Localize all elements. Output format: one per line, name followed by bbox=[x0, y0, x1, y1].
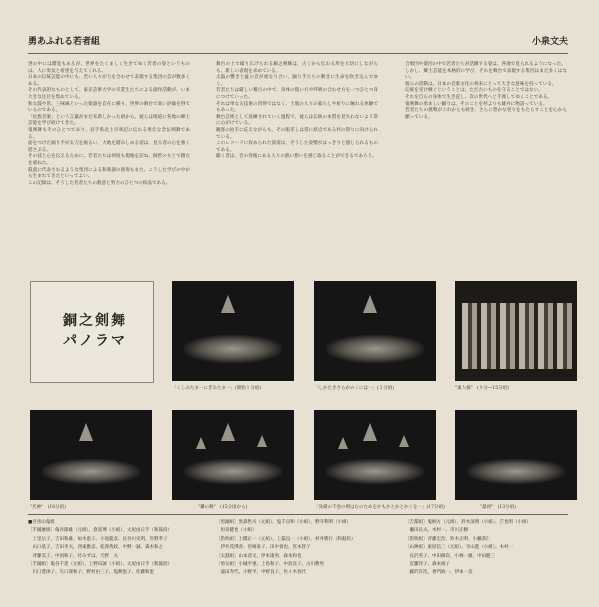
credit-line: 遠田寿代、小野平、中野良子、佐々木春代 bbox=[216, 570, 306, 576]
stage-light bbox=[326, 335, 424, 363]
paragraph: 鬼剣舞もそのひとつであり、岩手県北上市周辺に伝わる勇壮な念仏剣舞である。 bbox=[28, 127, 190, 140]
article-column-1 bbox=[28, 62, 190, 187]
credit-line: 川口豊津子、矢口義和子、野村由三子、塩耕恵子、佐藤和恵 bbox=[28, 570, 154, 576]
performance-photo-4 bbox=[30, 410, 152, 500]
header-rule bbox=[28, 53, 568, 54]
stage-prop-icon bbox=[257, 435, 267, 447]
photo-caption: 「くしみたま一にぎみたま一」(開始１分頃) bbox=[172, 386, 262, 391]
paragraph: 若者たちの挑戦がこれからも続き、さらに豊かな実りをもたらすことを心から願っている。 bbox=[405, 108, 567, 120]
performance-photo-3 bbox=[455, 281, 577, 381]
feature-title-line-1: 銅之剣舞 bbox=[63, 313, 127, 329]
credit-line: 〔男踊組〕黒森哲夫（元組）、塩千良和（小組）、野寺利明（小組） bbox=[216, 520, 351, 525]
photo-caption: "最初" (13分頃) bbox=[480, 505, 516, 510]
stage-prop-icon bbox=[221, 295, 235, 313]
paragraph: 鬼剣舞の勇ましい踊りは、そのことを何よりも雄弁に物語っている。 bbox=[405, 101, 548, 107]
stage-light bbox=[326, 459, 424, 484]
paragraph: 日本の伝統芸能の中にも、若い人々が力を合わせて表現する集団の芸が数多くある。 bbox=[28, 75, 190, 87]
credit-line: 瀬田長夫、木村一、市川正樹 bbox=[405, 528, 468, 534]
stage-prop-icon bbox=[79, 423, 93, 441]
credits-rule bbox=[28, 514, 568, 515]
photo-caption: "鎌の舞" (15分頃から) bbox=[198, 505, 248, 510]
credit-line: 藤沢有次、香門政一、伊本一美 bbox=[405, 570, 473, 576]
stage-light bbox=[42, 459, 140, 484]
paragraph: 伝統を受け継ぐということは、ただ古いものを守ることではない。 bbox=[405, 88, 543, 94]
paragraph: 鼓童に代表されるような集団による和楽器の演奏もまた、こうした学びの中から生まれてきたといってよい。 bbox=[28, 167, 190, 180]
paragraph: 和太鼓や笛、三味線といった楽器を自在に操り、世界の舞台で高い評価を得ているのである。 bbox=[28, 101, 190, 114]
stage-prop-icon bbox=[363, 295, 377, 313]
photo-caption: "素人様" (９分―15分頃) bbox=[455, 386, 509, 391]
paragraph: その技と心を伝えるために、若者たちは何度も現地を訪ね、師匠のもとで稽古を重ねた。 bbox=[28, 154, 190, 166]
article-column-2 bbox=[216, 62, 378, 161]
performance-photo-2 bbox=[314, 281, 436, 381]
performance-photo-5 bbox=[172, 410, 294, 500]
stage-prop-icon bbox=[338, 437, 348, 449]
credit-line: 垣泉健也（小組） bbox=[216, 528, 257, 534]
performance-photo-1 bbox=[172, 281, 294, 381]
credit-line: 〔笛吹組〕斉藤宏治、鈴木正明、小瀬恭仁 bbox=[405, 536, 491, 542]
credit-line: 斉藤美子、中国和子、付みずほ、天野 夫 bbox=[28, 553, 118, 559]
paragraph: 世の中には錯覚もあるが、世界をたくましく生きてゆく若者の姿というものは、人に勇気と希望を与えてくれる。 bbox=[28, 62, 190, 74]
stage-light bbox=[184, 335, 282, 363]
dancers-image bbox=[462, 303, 572, 369]
paragraph: 太鼓の響きと鉦の音が重なり合い、踊り手たちの動きに生命を吹き込んでゆく。 bbox=[216, 75, 378, 87]
paragraph: 面をつけた踊り手が太刀を振るい、大地を踏みしめる姿は、見る者の心を強く揺さぶる。 bbox=[28, 141, 190, 153]
credit-line: 〔手踊歴組〕亀谷節雄（元組）、倉富博（小組）、太屋由日手（和鼓役） bbox=[28, 528, 172, 534]
paragraph: それを自らの身体で生き直し、次の世代へと手渡してゆくことである。 bbox=[405, 94, 553, 100]
credit-line: 〔山鉾組〕東原信三（元組）、寺山進（小組）、木村一 bbox=[405, 545, 513, 551]
stage-prop-icon bbox=[221, 423, 235, 441]
credit-line: 〔勇女組〕小城平重、上島和子、中島良子、古川勝男 bbox=[216, 562, 324, 568]
paragraph: 彼らの活動は、日本の音楽文化の将来にとって大きな意味を持っている。 bbox=[405, 81, 557, 87]
stage-light bbox=[467, 459, 565, 484]
credit-line: 山口基子、吉田幸夫、西東雅彦、松澤秀政、中野一誠、森木和之 bbox=[28, 545, 163, 551]
performance-photo-6 bbox=[314, 410, 436, 500]
credit-line: 〔手踊組〕亀谷千恵（元組）、上野田誠（小組）、太屋由日手（和鼓役） bbox=[28, 562, 172, 568]
photo-caption: 「身備の千巻の剣はむのためをかもかとかとかくを一」(17分頃) bbox=[314, 505, 445, 510]
paragraph: このレコードに収められた演奏は、そうした姿勢がはっきりと感じられるものである。 bbox=[216, 141, 378, 153]
stage-prop-icon bbox=[196, 437, 206, 449]
paragraph: それは単なる技術の習得ではなく、土地の人々の暮らしや祈りに触れる体験でもあった。 bbox=[216, 101, 378, 114]
credits-column-1 bbox=[28, 519, 172, 578]
paragraph: しかし、郷土芸能を本格的に学び、それを舞台で表現する集団はまだ多くはない。 bbox=[405, 68, 567, 81]
credit-line: ■吾喜山鬼組 bbox=[28, 520, 55, 525]
author-name: 小泉文夫 bbox=[531, 37, 568, 47]
paragraph: 舞台芸術として洗練されていく過程で、彼らは伝統の本質を見失わないよう常に心がけている。 bbox=[216, 114, 378, 127]
credit-line: 近藤洋子、森本純子 bbox=[405, 562, 450, 568]
credit-line: 伊井茂沸喜、宮崎泰子、田中貴也、宮本智子 bbox=[216, 545, 311, 551]
paragraph: 観客の拍手に応えながらも、その眼差しは常に原点である村の祭りに向けられている。 bbox=[216, 127, 378, 140]
paragraph: 「民族音楽」という言葉がまだ耳新しかった頃から、彼らは地道に各地の郷土芸能を学び続けてきた。 bbox=[28, 114, 190, 127]
credit-line: 〔笛吹組〕土橋正一（元組）、上築良一（小組）、村井勝行（和鼓役） bbox=[216, 536, 356, 542]
feature-title-box bbox=[30, 281, 154, 383]
paragraph: 若者たちは厳しい稽古の中で、身体の使い方や呼吸の合わせ方を一つひとつ身につけていった。 bbox=[216, 88, 378, 100]
page-header bbox=[28, 34, 568, 48]
article-title: 勇あふれる若者組 bbox=[28, 37, 101, 47]
stage-prop-icon bbox=[399, 435, 409, 447]
paragraph: その代表的なものとして、東京芸術大学の卒業生たちによる創作活動が、いま大きな注目を集めている。 bbox=[28, 88, 190, 100]
feature-title-line-2: パノラマ bbox=[63, 333, 127, 349]
paragraph: 合唱団や楽団の中で若者たちが活躍する姿は、各地で見られるようになった。 bbox=[405, 62, 566, 67]
performance-photo-7 bbox=[455, 410, 577, 500]
paragraph: 舞台の上で繰り広げられる銅之剣舞は、古くから伝わる形を大切にしながらも、新しい表現を求めている。 bbox=[216, 62, 378, 74]
paragraph: この記録は、そうした若者たちの熱意と努力のひとつの結晶である。 bbox=[28, 180, 171, 186]
paragraph: 聴く者は、音の背後にある人々の熱い想いを感じ取ることができるであろう。 bbox=[216, 154, 377, 160]
photo-caption: "氏神" (16分頃) bbox=[30, 505, 66, 510]
credit-line: 〔太鼓組〕山本清文、伊本康男、森本和也 bbox=[216, 553, 302, 559]
credit-line: 上里岳子、吉田和雄、如木恵子、小池龍彦、長谷川史明、宮野孝子 bbox=[28, 536, 168, 542]
photo-caption: 「しかたきさらかのくには一」(５分頃) bbox=[314, 386, 395, 391]
article-column-3 bbox=[405, 62, 567, 121]
credit-line: 〔吉都組〕鬼柄方（元組）、鈴木深博（小組）、芒也明（小組） bbox=[405, 520, 531, 525]
credits-column-2 bbox=[216, 519, 356, 578]
credits-column-3 bbox=[405, 519, 531, 578]
credit-line: 長沢英子、中田修次、小林一雄、中田健三 bbox=[405, 553, 495, 559]
stage-prop-icon bbox=[363, 423, 377, 441]
stage-light bbox=[184, 459, 282, 484]
